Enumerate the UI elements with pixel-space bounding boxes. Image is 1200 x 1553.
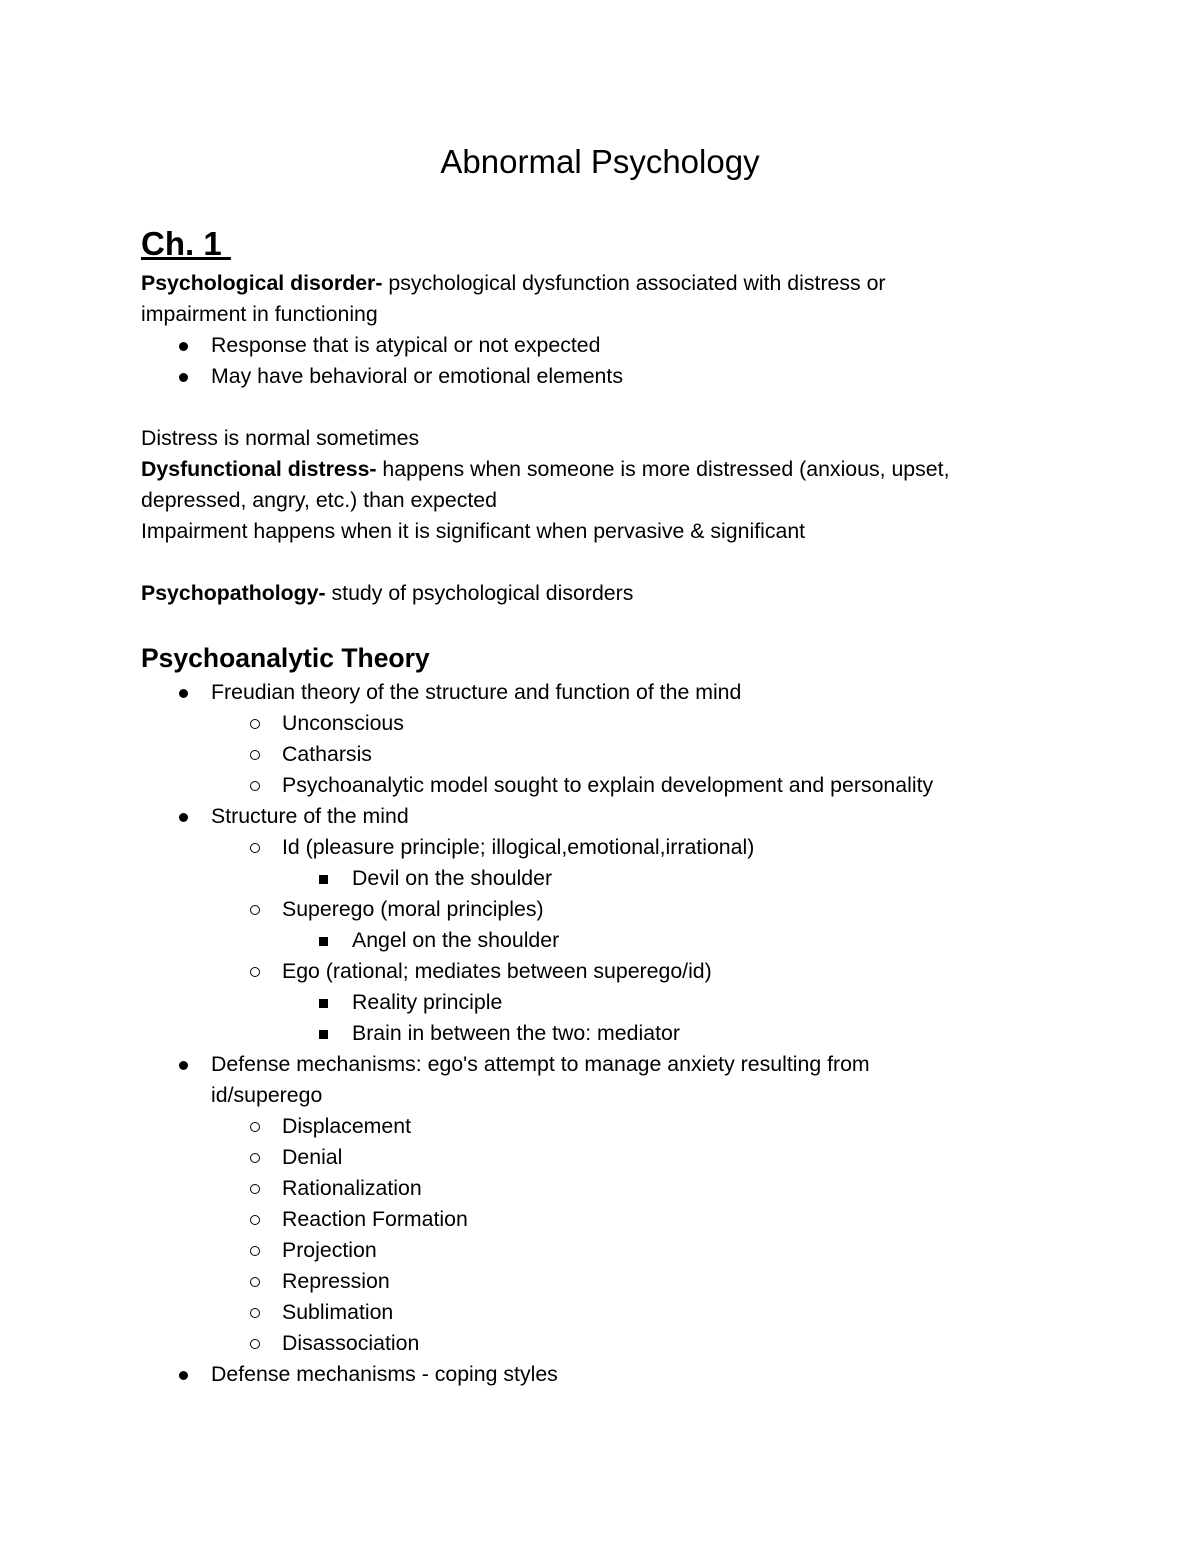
- bullet-circle-icon: [250, 781, 260, 791]
- dysfunctional-distress-definition-cont: depressed, angry, etc.) than expected: [141, 488, 497, 512]
- definition-text: psychological dysfunction associated with distress or: [382, 271, 886, 295]
- list-item: Disassociation: [282, 1328, 419, 1359]
- list-item: Brain in between the two: mediator: [352, 1018, 680, 1049]
- list-item: Devil on the shoulder: [352, 863, 552, 894]
- term-psychological-disorder: Psychological disorder-: [141, 271, 383, 295]
- list-item: Sublimation: [282, 1297, 393, 1328]
- bullet-circle-icon: [250, 1184, 260, 1194]
- list-item: Response that is atypical or not expected: [211, 330, 601, 361]
- bullet-disc-icon: [179, 689, 188, 698]
- psych-disorder-definition-cont: impairment in functioning: [141, 302, 378, 326]
- bullet-circle-icon: [250, 1246, 260, 1256]
- bullet-square-icon: [319, 937, 328, 946]
- list-item: Denial: [282, 1142, 342, 1173]
- bullet-circle-icon: [250, 719, 260, 729]
- list-item: Catharsis: [282, 739, 372, 770]
- bullet-square-icon: [319, 875, 328, 884]
- list-item: Rationalization: [282, 1173, 422, 1204]
- list-item: Freudian theory of the structure and function of the mind: [211, 677, 741, 708]
- list-item: Superego (moral principles): [282, 894, 544, 925]
- bullet-square-icon: [319, 1030, 328, 1039]
- bullet-disc-icon: [179, 1371, 188, 1380]
- list-item: Ego (rational; mediates between superego/id): [282, 956, 712, 987]
- term-psychopathology: Psychopathology-: [141, 581, 326, 605]
- bullet-circle-icon: [250, 1153, 260, 1163]
- bullet-disc-icon: [179, 813, 188, 822]
- list-item: Reality principle: [352, 987, 502, 1018]
- bullet-circle-icon: [250, 1339, 260, 1349]
- list-item: Defense mechanisms - coping styles: [211, 1359, 558, 1390]
- list-item: Defense mechanisms: ego's attempt to manage anxiety resulting from: [211, 1049, 870, 1080]
- definition-text: happens when someone is more distressed (anxious, upset,: [376, 457, 950, 481]
- bullet-circle-icon: [250, 1277, 260, 1287]
- list-item-cont: id/superego: [211, 1083, 323, 1107]
- list-item: Psychoanalytic model sought to explain development and personality: [282, 770, 933, 801]
- distress-normal-text: Distress is normal sometimes: [141, 426, 420, 450]
- bullet-circle-icon: [250, 1215, 260, 1225]
- list-item: Repression: [282, 1266, 390, 1297]
- list-item: Angel on the shoulder: [352, 925, 559, 956]
- psych-disorder-definition: [141, 268, 886, 299]
- section-heading: Psychoanalytic Theory: [141, 643, 430, 673]
- bullet-disc-icon: [179, 342, 188, 351]
- bullet-circle-icon: [250, 1122, 260, 1132]
- list-item: Reaction Formation: [282, 1204, 468, 1235]
- bullet-circle-icon: [250, 1308, 260, 1318]
- term-dysfunctional-distress: Dysfunctional distress-: [141, 457, 377, 481]
- list-item: Projection: [282, 1235, 377, 1266]
- psychopathology-definition: [141, 578, 633, 609]
- bullet-circle-icon: [250, 750, 260, 760]
- list-item: Id (pleasure principle; illogical,emotional,irrational): [282, 832, 754, 863]
- chapter-heading: Ch. 1: [141, 225, 231, 262]
- impairment-text: Impairment happens when it is significant when pervasive & significant: [141, 519, 806, 543]
- bullet-circle-icon: [250, 967, 260, 977]
- bullet-disc-icon: [179, 1061, 188, 1070]
- list-item: May have behavioral or emotional elements: [211, 361, 623, 392]
- dysfunctional-distress-definition: [141, 454, 949, 485]
- bullet-circle-icon: [250, 905, 260, 915]
- bullet-disc-icon: [179, 373, 188, 382]
- document-title: Abnormal Psychology: [440, 143, 760, 180]
- list-item: Structure of the mind: [211, 801, 409, 832]
- definition-text: study of psychological disorders: [325, 581, 634, 605]
- list-item: Unconscious: [282, 708, 404, 739]
- bullet-circle-icon: [250, 843, 260, 853]
- bullet-square-icon: [319, 999, 328, 1008]
- list-item: Displacement: [282, 1111, 411, 1142]
